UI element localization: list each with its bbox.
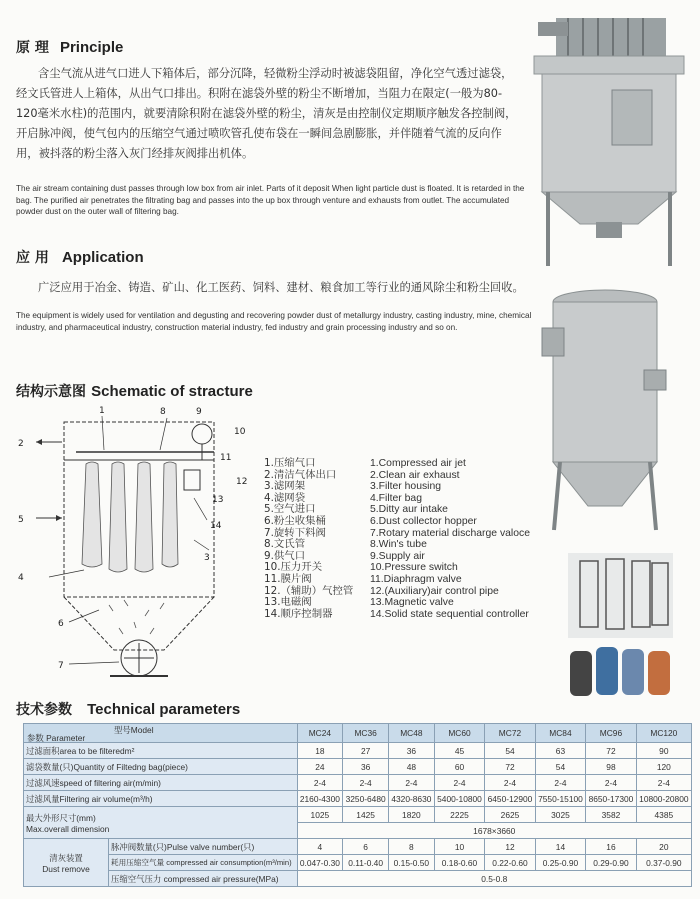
row-label-en: area to be filteredm²	[59, 745, 135, 756]
table-cell: 90	[636, 743, 691, 759]
table-cell: 60	[434, 759, 484, 775]
table-cell: 98	[586, 759, 636, 775]
table-row	[24, 839, 692, 855]
technical-heading-cn: 技术参数	[16, 702, 72, 718]
table-cell: 14	[535, 839, 585, 855]
row-label	[109, 871, 298, 887]
legend-cn-item: 2.清洁气体出口	[264, 468, 337, 481]
legend-en-item: 8.Win's tube	[370, 539, 427, 551]
table-cell: 2160-4300	[297, 791, 343, 807]
table-cell: 54	[535, 759, 585, 775]
table-cell: 6450-12900	[485, 791, 535, 807]
table-header-row	[24, 724, 692, 743]
principle-heading-cn: 原 理	[16, 40, 49, 56]
table-cell: 2-4	[535, 775, 585, 791]
table-cell: 36	[343, 759, 389, 775]
principle-heading	[16, 37, 123, 57]
table-cell: 0.18-0.60	[434, 855, 484, 871]
row-label-cn: 滤袋数量(只)	[26, 761, 74, 772]
table-cell: 5400-10800	[434, 791, 484, 807]
model-cell: MC120	[636, 724, 691, 743]
schematic-label-3: 3	[204, 553, 210, 563]
application-heading-cn: 应 用	[16, 250, 49, 266]
table-cell: 1025	[297, 807, 343, 823]
legend-en-item: 3.Filter housing	[370, 481, 442, 493]
schematic-diagram	[14, 400, 264, 690]
schematic-label-14: 14	[210, 521, 222, 531]
schematic-heading	[16, 381, 253, 401]
legend-cn-item: 12.（辅助）气控管	[264, 584, 354, 597]
cylindrical-collector-photo	[540, 280, 670, 540]
legend-cn-item: 13.电磁阀	[264, 596, 312, 609]
table-cell: 7550-15100	[535, 791, 585, 807]
header-param-cn: 参数	[27, 733, 44, 743]
table-cell: 4385	[636, 807, 691, 823]
model-cell: MC24	[297, 724, 343, 743]
principle-heading-en: Principle	[59, 39, 124, 56]
schematic-label-1: 1	[99, 406, 105, 416]
table-cell: 2-4	[485, 775, 535, 791]
application-heading	[16, 247, 144, 267]
table-cell: 12	[485, 839, 535, 855]
model-cell: MC72	[485, 724, 535, 743]
dust-remove-label-cn: 清灰装置	[49, 852, 83, 863]
air-label-cn: 耗用压缩空气量	[111, 858, 165, 867]
schematic-label-12: 12	[236, 477, 248, 487]
table-cell: 4320-8630	[389, 791, 435, 807]
table-cell: 63	[535, 743, 585, 759]
table-cell: 120	[636, 759, 691, 775]
table-cell: 1425	[343, 807, 389, 823]
table-cell: 2625	[485, 807, 535, 823]
row-label	[109, 839, 298, 855]
table-cell: 18	[297, 743, 343, 759]
table-cell: 20	[636, 839, 691, 855]
legend-cn-item: 4.滤网袋	[264, 491, 306, 504]
table-cell: 72	[586, 743, 636, 759]
dimension-label-en: Max.overall dimension	[26, 823, 110, 834]
table-row	[24, 743, 692, 759]
table-cell: 3025	[535, 807, 585, 823]
table-cell: 48	[389, 759, 435, 775]
legend-en-item: 4.Filter bag	[370, 492, 422, 504]
schematic-legend-cn	[264, 458, 353, 620]
legend-en-item: 7.Rotary material discharge valoce	[370, 527, 530, 539]
row-label	[24, 775, 298, 791]
row-label-cn: 过滤面积	[26, 745, 60, 756]
pressure-label-cn: 压缩空气压力	[111, 873, 162, 884]
legend-cn-item: 14.顺序控制器	[264, 607, 333, 620]
application-text-cn: 广泛应用于冶金、铸造、矿山、化工医药、饲料、建材、粮食加工等行业的通风除尘和粉尘回收。	[38, 281, 524, 294]
row-label	[24, 759, 298, 775]
table-cell: 0.37-0.90	[636, 855, 691, 871]
application-heading-en: Application	[61, 249, 144, 266]
schematic-label-8: 8	[160, 407, 166, 417]
table-cell: 45	[434, 743, 484, 759]
pulse-label-cn: 脉冲阀数量(只)	[111, 841, 167, 852]
model-cell: MC96	[586, 724, 636, 743]
principle-text-en: The air stream containing dust passes through low box from air inlet. Parts of it deposit When light particle dust is floated. It is retarded in the bag. The purified air penetrates the filtrating bag and passes into the up box through venture and exhausts from outlet. The accumulated powder dust on the outer wall of filtering bag.	[16, 184, 525, 216]
legend-en-item: 9.Supply air	[370, 550, 425, 562]
application-text-en: The equipment is widely used for ventilation and degusting and recovering powder dust of metallurgy industry, casting industry, mine, chemical industry, and pharmaceutical industry, construction material industry, fed industry and grain processing industry and so on.	[16, 311, 532, 332]
table-cell: 0.047-0.30	[297, 855, 343, 871]
legend-en-item: 2.Clean air exhaust	[370, 469, 460, 481]
rectangular-collector-photo	[528, 8, 693, 270]
row-label	[24, 807, 298, 839]
table-row	[24, 759, 692, 775]
legend-cn-item: 11.膜片阀	[264, 572, 312, 585]
table-corner-cell	[24, 724, 298, 743]
table-row	[24, 871, 692, 887]
schematic-label-7: 7	[58, 661, 64, 671]
technical-heading-en: Technical parameters	[87, 701, 241, 718]
legend-en-item: 13.Magnetic valve	[370, 597, 454, 609]
table-cell: 2-4	[636, 775, 691, 791]
table-cell: 8650-17300	[586, 791, 636, 807]
legend-cn-item: 1.压缩气口	[264, 457, 316, 469]
row-label-cn: 过滤风量	[26, 793, 60, 804]
row-label-en: speed of filtering air(m/min)	[59, 777, 161, 788]
pressure-label-en: compressed air pressure(MPa)	[163, 873, 279, 884]
table-cell: 6	[343, 839, 389, 855]
table-row	[24, 855, 692, 871]
table-cell: 4	[297, 839, 343, 855]
legend-cn-item: 3.滤网架	[264, 480, 306, 493]
legend-en-item: 10.Pressure switch	[370, 562, 458, 574]
schematic-heading-en: Schematic of stracture	[91, 383, 253, 400]
table-cell: 27	[343, 743, 389, 759]
table-cell: 2-4	[389, 775, 435, 791]
legend-cn-item: 9.供气口	[264, 549, 306, 562]
dimension-label-cn: 最大外形尺寸(mm)	[26, 812, 96, 823]
technical-heading	[16, 699, 240, 719]
table-cell: 1678×3660	[297, 823, 692, 839]
table-cell: 24	[297, 759, 343, 775]
dust-remove-label	[24, 839, 109, 887]
table-cell: 0.5-0.8	[297, 871, 692, 887]
table-row	[24, 807, 692, 823]
table-cell: 2-4	[343, 775, 389, 791]
row-label-en: Quantity of Filtedng bag(piece)	[73, 761, 188, 772]
legend-cn-item: 8.文氏管	[264, 538, 306, 551]
row-label	[24, 743, 298, 759]
model-cell: MC48	[389, 724, 435, 743]
row-label	[109, 855, 298, 871]
table-row	[24, 791, 692, 807]
legend-en-item: 14.Solid state sequential controller	[370, 608, 529, 620]
table-cell: 16	[586, 839, 636, 855]
table-cell: 54	[485, 743, 535, 759]
table-cell: 2-4	[297, 775, 343, 791]
table-cell: 0.25-0.90	[535, 855, 585, 871]
pulse-label-en: Pulse valve number(只)	[166, 841, 255, 852]
table-cell: 0.11-0.40	[343, 855, 389, 871]
table-cell: 3250-6480	[343, 791, 389, 807]
table-cell: 2-4	[586, 775, 636, 791]
schematic-heading-cn: 结构示意图	[16, 384, 86, 400]
principle-text-cn: 含尘气流从进气口进人下箱体后，部分沉降，轻微粉尘浮动时被滤袋阻留，净化空气透过滤袋，经文氏管进人上箱体，从出气口排出。积附在滤袋外壁的粉尘不断增加，当阻力在限定(一般为80-120毫米水柱)的范围内，就要清除积附在滤袋外壁的粉尘，清灰是由控制仪定期顺序触发各控制阀，开启脉冲阀，使气包内的压缩空气通过喷吹管孔使布袋在一瞬间急剧膨胀，并伴随着气流的反向作用，被抖落的粉尘落入灰门经排灰阀排出机体。	[16, 67, 517, 160]
legend-cn-item: 6.粉尘收集桶	[264, 514, 326, 527]
table-cell: 8	[389, 839, 435, 855]
schematic-label-9: 9	[196, 407, 202, 417]
table-cell: 0.22-0.60	[485, 855, 535, 871]
table-cell: 1820	[389, 807, 435, 823]
technical-table	[23, 723, 692, 887]
schematic-label-5: 5	[18, 515, 24, 525]
table-cell: 10	[434, 839, 484, 855]
legend-en-item: 6.Dust collector hopper	[370, 515, 477, 527]
table-row	[24, 775, 692, 791]
dust-remove-label-en: Dust remove	[42, 863, 90, 874]
table-cell: 72	[485, 759, 535, 775]
header-model-en: Model	[130, 725, 154, 735]
table-cell: 36	[389, 743, 435, 759]
table-cell: 0.29-0.90	[586, 855, 636, 871]
schematic-label-2: 2	[18, 439, 24, 449]
row-label-cn: 过滤风速	[26, 777, 60, 788]
legend-cn-item: 10.压力开关	[264, 561, 323, 574]
table-cell: 0.15-0.50	[389, 855, 435, 871]
table-cell: 10800-20800	[636, 791, 691, 807]
model-cell: MC36	[343, 724, 389, 743]
table-cell: 3582	[586, 807, 636, 823]
legend-cn-item: 5.空气进口	[264, 503, 316, 516]
row-label	[24, 791, 298, 807]
legend-en-item: 1.Compressed air jet	[370, 458, 466, 469]
table-cell: 2-4	[434, 775, 484, 791]
row-label-en: Filtering air volume(m³/h)	[59, 793, 153, 804]
schematic-legend-en	[370, 458, 530, 620]
table-cell: 2225	[434, 807, 484, 823]
legend-en-item: 5.Ditty aur intake	[370, 504, 448, 516]
air-label-en: compressed air consumption(m³/min)	[166, 858, 292, 867]
schematic-label-13: 13	[212, 495, 224, 505]
model-cell: MC84	[535, 724, 585, 743]
filter-cages-photo	[568, 553, 673, 638]
filter-bags-photo	[568, 641, 678, 701]
schematic-label-6: 6	[58, 619, 64, 629]
header-param-en: Parameter	[46, 733, 86, 743]
schematic-label-10: 10	[234, 427, 246, 437]
legend-cn-item: 7.旋转下料阀	[264, 526, 326, 539]
legend-en-item: 11.Diaphragm valve	[370, 573, 462, 585]
model-cell: MC60	[434, 724, 484, 743]
header-model-cn: 型号	[114, 725, 131, 735]
legend-en-item: 12.(Auxiliary)air control pipe	[370, 585, 499, 597]
schematic-label-4: 4	[18, 573, 24, 583]
schematic-label-11: 11	[220, 453, 232, 463]
